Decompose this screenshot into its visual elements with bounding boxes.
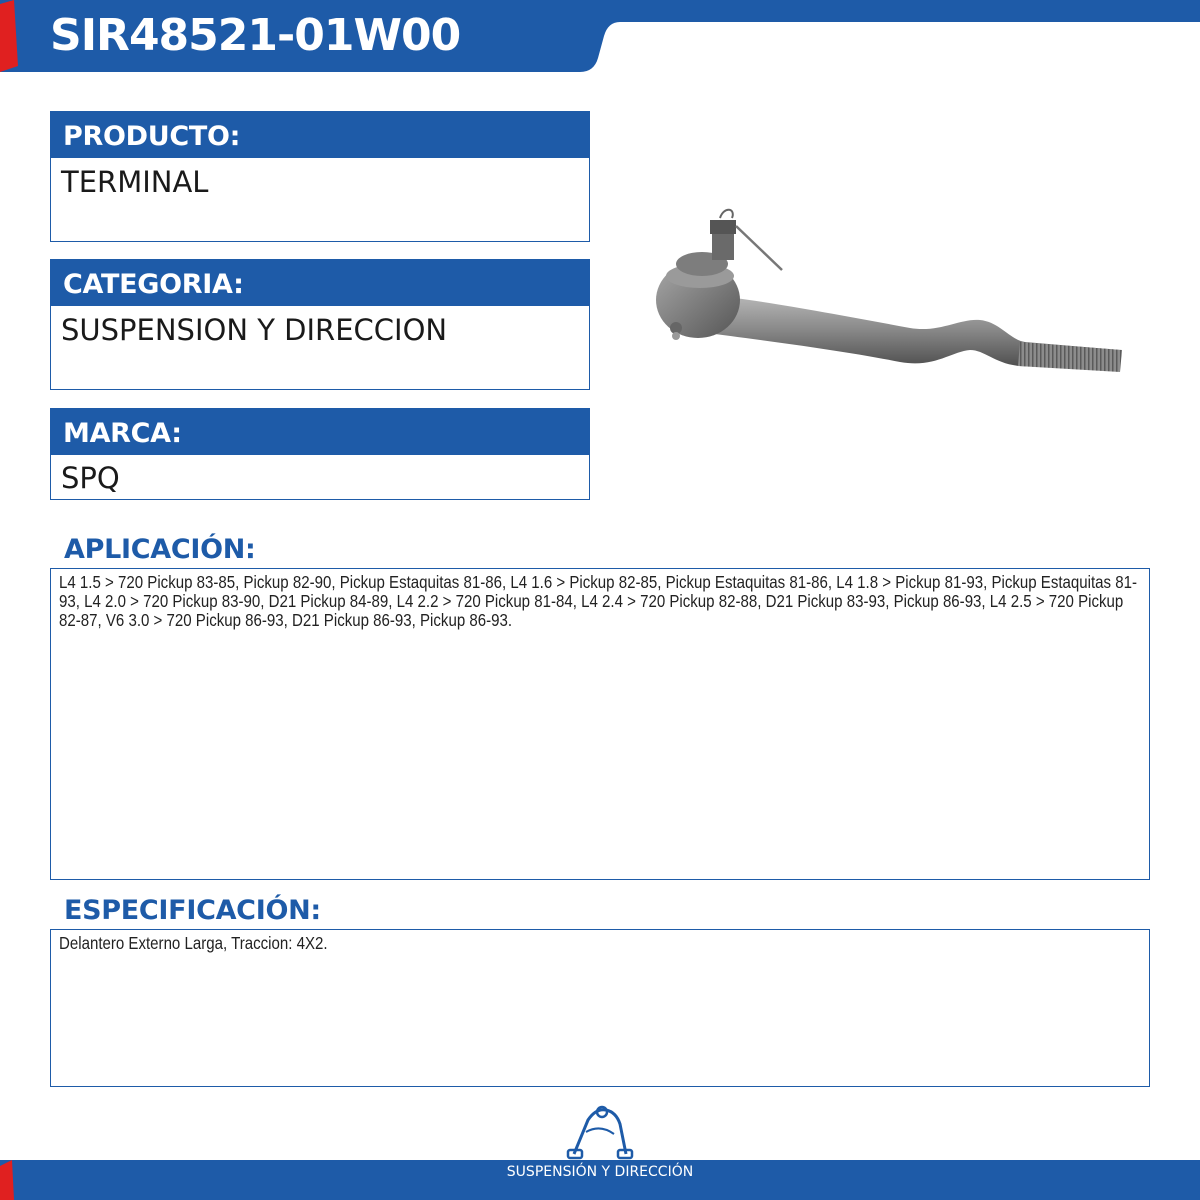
especificacion-text: Delantero Externo Larga, Traccion: 4X2.	[59, 933, 328, 953]
marca-value: SPQ	[61, 461, 120, 495]
producto-label: PRODUCTO:	[51, 112, 589, 158]
control-arm-icon	[566, 1102, 634, 1162]
marca-box	[50, 408, 590, 500]
categoria-value: SUSPENSION Y DIRECCION	[61, 313, 448, 347]
marca-label: MARCA:	[51, 409, 589, 455]
product-sku-title: SIR48521-01W00	[50, 10, 461, 61]
tie-rod-end-image	[640, 200, 1140, 400]
producto-box	[50, 111, 590, 242]
aplicacion-text: L4 1.5 > 720 Pickup 83-85, Pickup 82-90, Pickup Estaquitas 81-86, L4 1.6 > Pickup 82-85, Pickup Estaquitas 81-86, L4 1.8 > Pickup 81-93, Pickup Estaquitas 81-93, L4 2.0 > 720 Pickup 83-90, D21 Pickup 84-89, L4 2.2 > 720 Pickup 81-84, L4 2.4 > 720 Pickup 82-88, D21 Pickup 83-93, Pickup 86-93, L4 2.5 > 720 Pickup 82-87, V6 3.0 > 720 Pickup 86-93, D21 Pickup 86-93, Pickup 86-93.	[59, 572, 1138, 630]
categoria-label: CATEGORIA:	[51, 260, 589, 306]
aplicacion-heading: APLICACIÓN:	[64, 534, 256, 565]
categoria-box	[50, 259, 590, 390]
producto-value: TERMINAL	[61, 165, 209, 199]
especificacion-box	[50, 929, 1150, 1087]
footer-category-label: SUSPENSIÓN Y DIRECCIÓN	[506, 1164, 694, 1180]
aplicacion-box	[50, 568, 1150, 880]
especificacion-heading: ESPECIFICACIÓN:	[64, 895, 321, 926]
